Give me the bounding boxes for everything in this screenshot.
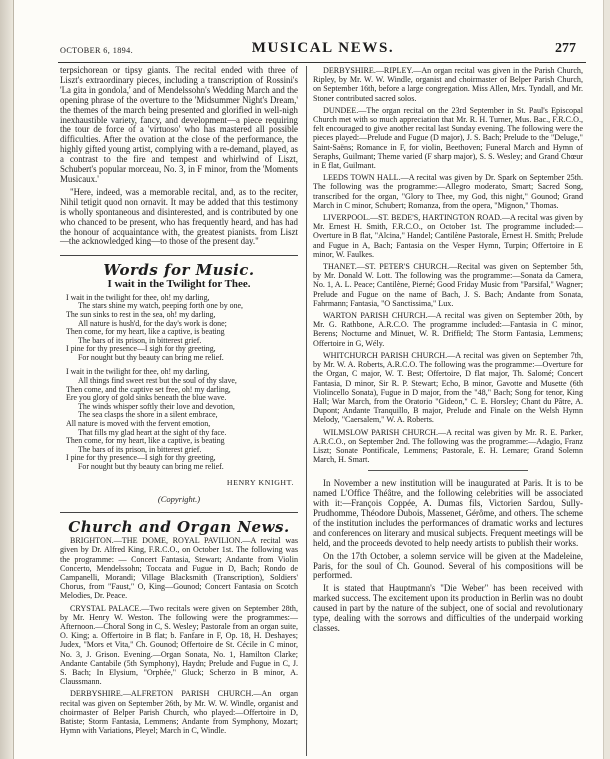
- poem-line: The sun sinks to rest in the sea, oh! my darling,: [66, 309, 216, 319]
- page-header: [60, 40, 586, 60]
- poem-line: I wait in the twilight for thee, oh! my darling,: [66, 367, 210, 377]
- notice-dundee: DUNDEE.—The organ recital on the 23rd September in St. Paul's Episcopal Church met with so much appreciation that Mr. R. H. Turner, Mus. Bac., F.R.C.O., felt encouraged to give another recital last Sunday evening. The following were the pieces played:—Prelude and Fugue (D major), J. S. Bach; Prelude to the "Deluge," Saint-Saëns; Romance in F, for violin, Beethoven; Funeral March and Hymn of Seraphs, Guilmant; Theme varied (F sharp major), S. S. Wesley; and Grand Chœur in E flat, Guilmant.: [313, 105, 583, 171]
- poem-line: I wait in the twilight for thee, oh! my darling,: [66, 292, 210, 302]
- poem-line: The stars shine my watch, peeping forth one by one,: [78, 301, 244, 311]
- notice-crystal-palace: CRYSTAL PALACE.—Two recitals were given on September 28th, by Mr. Henry W. Weston. The following were the programmes:—Afternoon.—Choral Song in C, S. Wesley; Pastorale from an organ suite, O. King; a. Offertoire in B flat; b. Fanfare in F, Op. 18, H. Deshayes; Judex, "Mors et Vita," Ch. Gounod; Offertoire de St. Cécile in C minor, No. 3, J. Grison. Evening.—Organ Sonata, No. 1, Hamilton Clarke; Andante Cantabile (5th Symphony), Haydn; Prelude and Fugue in C, J. S. Bach; In Elysium, "Orphée," Gluck; Scherzo in B minor, A. Claussmann.: [60, 603, 298, 687]
- poem-stanza-1: [66, 294, 298, 363]
- poem-line: All nature is hush'd, for the day's work is done;: [78, 318, 227, 328]
- column-divider: [306, 66, 307, 756]
- left-column: [60, 66, 298, 738]
- notice-liverpool: LIVERPOOL.—ST. BEDE'S, HARTINGTON ROAD.—A recital was given by Mr. Ernest H. Smith, F.R.C.O., on October 1st. The programme included:—Overture in B flat, "Alcina," Handel; Cantilène Pastorale, Ernest H. Smith; Prelude and Fugue in A, Bach; Fantasia on the Vesper Hymn, Turpin; Offertoire in E minor, W. Faulkes.: [313, 213, 583, 259]
- notice-thanet: THANET.—ST. PETER'S CHURCH.—Recital was given on September 5th, by Mr. Donald W. Lott. The following was the programme:—Sonata da Camera, No. 1, A. L. Peace; Cantilène, Pierné; Good Friday Music from "Parsifal," Wagner; Prelude and Fugue on the name of Bach, J. S. Bach; Andante from Sonata, Fahrmann; Fantasia, "O Sanctissima," Lux.: [313, 262, 583, 308]
- poem-line: All things find sweet rest but the soul of thy slave,: [78, 376, 237, 386]
- right-column: [313, 66, 583, 637]
- notice-alfreton: DERBYSHIRE.—ALFRETON PARISH CHURCH.—An organ recital was given on September 26th, by Mr. W. W. Windle, organist and choirmaster of Belper Parish Church, who played:—Offertoire in D, Batiste; Storm Fantasia, Lemmens; Andante from Symphony, Mozart; Hymn with Variations, Pleyel; March in C, Windle.: [60, 689, 298, 736]
- poem-title: I wait in the Twilight for Thee.: [107, 277, 251, 290]
- notice-leeds: LEEDS TOWN HALL.—A recital was given by Dr. Spark on September 25th. The following was the programme:—Allegro moderato, Smart; Sacred Song, transcribed for the organ, "Glory to Thee, my God, this night," Gounod; Grand March in C minor, Schubert; Romanza, from the opera, "Mignon," Thomas.: [313, 173, 583, 210]
- page-number: 277: [555, 41, 576, 56]
- church-organ-news-heading: Church and Organ News.: [68, 518, 290, 536]
- notice-wilmslow: WILMSLOW PARISH CHURCH.—A recital was given by Mr. R. E. Parker, A.R.C.O., on September 2nd. The following was the programme:—Adagio, Franz Liszt; Sonate Pontificale, Lemmens; Pastorale, E. H. Lemare; Grand Solemn March, H. Smart.: [313, 427, 583, 465]
- poem-line: Then come, for my heart, like a captive, is beating: [66, 436, 225, 446]
- quote-paragraph: "Here, indeed, was a memorable recital, and, as to the reciter, Nihil tetigit quod non ornavit. It may be added that this testimony is wholly spontaneous and disinterested, and is contributed by one who chanced to be present, who has frequently heard, and has had the honour of acquaintance with, the greatest pianists. from Liszt—the acknowledged king—to those of the present day.": [60, 186, 298, 247]
- poem-line: For nought but thy beauty can bring me relief.: [78, 462, 224, 471]
- section-divider: [368, 470, 528, 471]
- notice-warton: WARTON PARISH CHURCH.—A recital was given on September 20th, by Mr. G. Rathbone, A.R.C.O. The programme included:—Fantasia in C minor, Berens; Nocturne and Minuet, W. R. Driffield; The Storm Fantasia, Lemmens; Offertoire in G, Wély.: [313, 311, 583, 348]
- notice-ripley: DERBYSHIRE.—RIPLEY.—An organ recital was given in the Parish Church, Ripley, by Mr. W. W. Windle, organist and choirmaster of Belper Parish Church, on September 16th, before a large congregation. Miss Allen, Mrs. Tyndall, and Mr. Stoner contributed sacred solos.: [313, 66, 583, 103]
- poem-stanza-2: [66, 368, 298, 471]
- header-rule: [58, 62, 586, 63]
- poem-line: I pine for thy presence—I sigh for thy greeting,: [66, 453, 216, 463]
- intro-paragraph: terpsichorean or tipsy giants. The recital ended with three of Liszt's extraordinary pieces, including a transcription of Rossini's 'La gita in gondola,' and of Mendelssohn's Wedding March and the opening phrase of the overture to the 'Midsummer Night's Dream,' the themes of the march being presented and glorified in well-nigh inexhaustible variety, fancy, and development—a piece requiring the tour de force of a 'virtuoso' who has mastered all possible difficulties. After the ovation at the close of the performance, the highly gifted young artist, complying with a re-demand, played, as a contrast to the fire and tempest and whirlwind of Liszt, Schubert's popular morceau, No. 3, in F minor, from the 'Moments Musicaux.': [60, 65, 298, 184]
- news-die-weber: It is stated that Hauptmann's "Die Weber" has been received with marked success. The excitement upon its production in Berlin was no doubt caused in part by the nature of the subject, one of social and revolutionary type, dealing with the sorrows and difficulties of the underpaid working classes.: [313, 583, 583, 634]
- notice-whitchurch: WHITCHURCH PARISH CHURCH.—A recital was given on September 7th, by Mr. W. A. Roberts, A.R.C.O. The following was the programme:—Overture for the Organ, C major, W. T. Best; Offertoire, D flat major, Th. Salomé; Concert Fantasia, D minor, Sir R. P. Stewart; Echo, B minor, Gavotte and Musette (6th Violincello Sonata), Fugue in D major, from the "48," Bach; Song for tenor, King Hall; War March, from the Oratorio "Gideon," C. E. Horsley; Chant du Pâtre, A. Dupont; Andante Tranquillo, B major, Prelude and Finale on the Welsh Hymn Melody, "Caersalem," W. A. Roberts.: [313, 350, 583, 425]
- poem-line: The winds whisper softly their love and devotion,: [78, 401, 235, 411]
- copyright-notice: (Copyright.): [157, 493, 201, 504]
- poem-author: HENRY KNIGHT.: [226, 477, 294, 487]
- poem-line: For nought but thy beauty can bring me relief.: [78, 352, 224, 362]
- notice-brighton: BRIGHTON.—THE DOME, ROYAL PAVILION.—A recital was given by Dr. Alfred King, F.R.C.O., on October 1st. The following was the programme: — Concert Fantasia, Stewart; Andante from Violin Concerto, Mendelssohn; Toccata and Fugue in D, Bach; Rondo de Campanelli, Morandi; Village Blacksmith (Transcription), Soldiers' Chorus, from "Faust," O, King—Gounod; Concert Fantasia on Scotch Melodies, Dr. Peace.: [60, 536, 298, 601]
- words-for-music-heading: Words for Music.: [103, 261, 255, 280]
- poem-line: The sea clasps the shore in a silent embrace,: [78, 410, 218, 420]
- news-gounod-service: On the 17th October, a solemn service will be given at the Madeleine, Paris, for the soul of Ch. Gounod. Several of his compositions will be performed.: [313, 550, 583, 581]
- poem-line: All nature is moved with the fervent emotion,: [66, 419, 211, 429]
- poem-line: Ere you glory of gold sinks beneath the blue wave.: [66, 393, 227, 403]
- section-divider: [60, 255, 298, 256]
- page-edge: [603, 0, 610, 759]
- binding-gutter: [0, 0, 14, 759]
- poem-line: The bars of its prison, in bitterest grief.: [78, 335, 202, 345]
- poem-line: Then come, and the captive set free, oh! my darling,: [66, 384, 231, 394]
- poem-line: I pine for thy presence—I sigh for thy greeting,: [66, 344, 216, 354]
- section-divider: [60, 512, 298, 513]
- masthead-title: MUSICAL NEWS.: [251, 40, 395, 56]
- poem-line: That fills my glad heart at the sight of thy face.: [78, 427, 227, 437]
- poem-line: Then come, for my heart, like a captive, is beating: [66, 327, 225, 337]
- poem-line: The bars of its prison, in bitterest grief.: [78, 444, 202, 454]
- news-paris-institution: In November a new institution will be inaugurated at Paris. It is to be named L'Office Théâtre, and the following celebrities will be associated with it:—François Coppée, A. Dumas fils, Victorien Sardou, Sully-Prudhomme, Théodore Dubois, Massenet, Gérôme, and others. The scheme of the institution includes the performances of dramatic works and lectures and conferences on literary and musical subjects. Frequent meetings will be held, and the proceeds devoted to help needy artists to publish their works.: [313, 478, 583, 548]
- issue-date: OCTOBER 6, 1894.: [60, 46, 134, 55]
